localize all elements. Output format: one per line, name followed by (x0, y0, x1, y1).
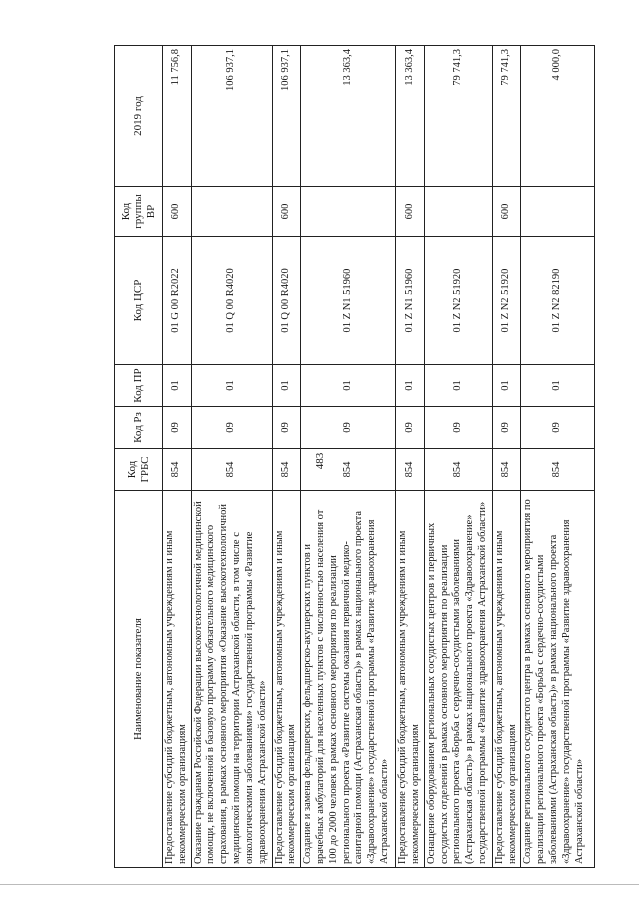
row-grbs: 854 (521, 449, 595, 491)
row-value: 106 937,1 (272, 46, 301, 187)
row-csr: 01 Z N2 82190 (521, 237, 595, 365)
row-name: Создание и замена фельдшерских, фельдшерско-акушерских пунктов и врачебных амбулаторий для населенных пунктов с численностью населения от 100 до 2000 человек в рамках основного мероприятия по реализации регионального проекта «Развитие системы оказания первичной медико-санитарной помощи (Астраханская область)» в рамках национального проекта «Здравоохранение» государственной программы «Развитие здравоохранения Астраханской области» (301, 491, 396, 868)
row-rz: 09 (521, 407, 595, 449)
row-pr: 01 (301, 365, 396, 407)
row-value: 79 741,3 (492, 46, 521, 187)
row-pr: 01 (424, 365, 492, 407)
row-csr: 01 Z N1 51960 (301, 237, 396, 365)
row-csr: 01 Z N1 51960 (396, 237, 425, 365)
row-grbs: 854 (272, 449, 301, 491)
row-vr: 600 (163, 187, 192, 237)
header-csr: Код ЦСР (115, 237, 163, 365)
row-pr: 01 (272, 365, 301, 407)
header-year: 2019 год (115, 46, 163, 187)
header-pr: Код ПР (115, 365, 163, 407)
row-grbs: 854 (301, 449, 396, 491)
row-pr: 01 (191, 365, 272, 407)
row-value: 4 000,0 (521, 46, 595, 187)
row-value: 106 937,1 (191, 46, 272, 187)
row-rz: 09 (272, 407, 301, 449)
table-row (424, 46, 492, 868)
row-name: Оказание гражданам Российской Федерации высокотехнологичной медицинской помощи, не включенной в базовую программу обязательного медицинского страхования, в рамках основного мероприятия «Оказание высокотехнологичной медицинской помощи на территории Астраханской области, в том числе с онкологическими заболеваниями» государственной программы «Развитие здравоохранения Астраханской области» (191, 491, 272, 868)
row-vr: 600 (396, 187, 425, 237)
row-csr: 01 Z N2 51920 (492, 237, 521, 365)
row-value: 11 756,8 (163, 46, 192, 187)
row-name: Предоставление субсидий бюджетным, автономным учреждениям и иным некоммерческим организациям (396, 491, 425, 868)
row-name: Предоставление субсидий бюджетным, автономным учреждениям и иным некоммерческим организациям (163, 491, 192, 868)
row-value: 79 741,3 (424, 46, 492, 187)
table-row (492, 46, 521, 868)
row-name: Предоставление субсидий бюджетным, автономным учреждениям и иным некоммерческим организациям (272, 491, 301, 868)
table-row (521, 46, 595, 868)
row-csr: 01 Q 00 R4020 (272, 237, 301, 365)
row-rz: 09 (163, 407, 192, 449)
row-grbs: 854 (163, 449, 192, 491)
row-csr: 01 Z N2 51920 (424, 237, 492, 365)
row-pr: 01 (521, 365, 595, 407)
row-vr: 600 (272, 187, 301, 237)
row-grbs: 854 (396, 449, 425, 491)
row-vr: 600 (492, 187, 521, 237)
page-number: 483 (314, 452, 326, 470)
table-row (272, 46, 301, 868)
table-row (163, 46, 192, 868)
row-value: 13 363,4 (396, 46, 425, 187)
row-rz: 09 (492, 407, 521, 449)
page-bottom-edge (0, 884, 639, 885)
budget-table (114, 45, 595, 868)
row-name: Оснащение оборудованием региональных сосудистых центров и первичных сосудистых отделений в рамках основного мероприятия по реализации регионального проекта «Борьба с сердечно-сосудистыми заболеваниями (Астраханская область)» в рамках национального проекта «Здравоохранение» государственной программы «Развитие здравоохранения Астраханской области» (424, 491, 492, 868)
header-row (115, 46, 163, 868)
table-row (191, 46, 272, 868)
row-vr (191, 187, 272, 237)
row-csr: 01 G 00 R2022 (163, 237, 192, 365)
header-rz: Код Рз (115, 407, 163, 449)
row-name: Создание регионального сосудистого центра в рамках основного мероприятия по реализации регионального проекта «Борьба с сердечно-сосудистыми заболеваниями (Астраханская область)» в рамках национального проекта «Здравоохранение» государственной программы «Развитие здравоохранения Астраханской области» (521, 491, 595, 868)
row-vr (301, 187, 396, 237)
row-rz: 09 (301, 407, 396, 449)
row-vr (424, 187, 492, 237)
table-row (301, 46, 396, 868)
row-csr: 01 Q 00 R4020 (191, 237, 272, 365)
row-pr: 01 (492, 365, 521, 407)
row-vr (521, 187, 595, 237)
row-rz: 09 (396, 407, 425, 449)
header-grbs: Код ГРБС (115, 449, 163, 491)
table-row (396, 46, 425, 868)
header-name: Наименование показателя (115, 491, 163, 868)
row-name: Предоставление субсидий бюджетным, автономным учреждениям и иным некоммерческим организациям (492, 491, 521, 868)
row-pr: 01 (396, 365, 425, 407)
row-rz: 09 (424, 407, 492, 449)
rotated-table-container (114, 46, 585, 868)
row-grbs: 854 (191, 449, 272, 491)
row-rz: 09 (191, 407, 272, 449)
row-value: 13 363,4 (301, 46, 396, 187)
header-vr: Код группы ВР (115, 187, 163, 237)
row-pr: 01 (163, 365, 192, 407)
row-grbs: 854 (424, 449, 492, 491)
row-grbs: 854 (492, 449, 521, 491)
rotated-table-wrapper (114, 46, 585, 868)
